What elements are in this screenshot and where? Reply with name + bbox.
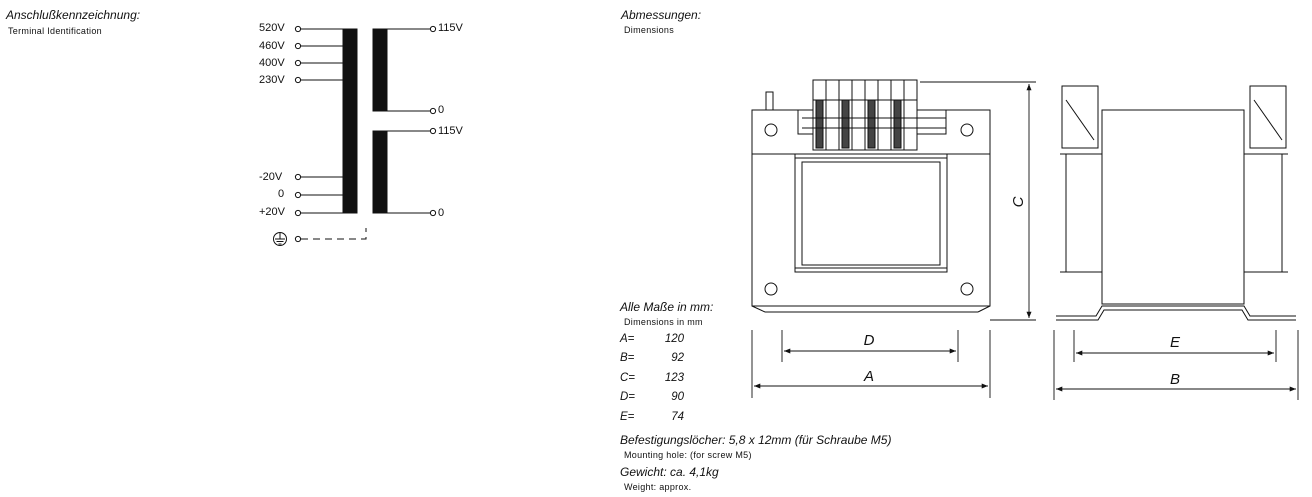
dim-label-b: B <box>1169 371 1181 388</box>
sec1-bottom-label: 0 <box>438 104 445 116</box>
dimensions-title-en: Dimensions <box>624 25 675 35</box>
mounting-en: Mounting hole: (for screw M5) <box>624 450 752 460</box>
tap-label-minus20: -20V <box>259 171 283 183</box>
secondary-winding-2 <box>373 131 387 213</box>
tap-label-400: 400V <box>259 57 285 69</box>
dim-row-c: C= 123 <box>620 372 684 384</box>
secondary-leads <box>387 26 436 215</box>
tap-label-460: 460V <box>259 40 285 52</box>
mounting-de: Befestigungslöcher: 5,8 x 12mm (für Schraube M5) <box>620 433 892 447</box>
dim-row-a: A= 120 <box>620 333 684 345</box>
primary-winding <box>343 29 357 213</box>
side-view <box>1056 86 1296 320</box>
sec2-top-label: 115V <box>438 125 463 137</box>
dim-row-d: D= 90 <box>620 391 684 403</box>
terminal-title-en: Terminal Identification <box>8 26 102 36</box>
terminal-title-de: Anschlußkennzeichnung: <box>6 8 141 22</box>
primary-tap-leads <box>295 26 343 215</box>
earth-icon <box>274 233 287 246</box>
dim-label-a: A <box>863 368 875 385</box>
weight-en: Weight: approx. <box>624 482 692 492</box>
tap-label-plus20: +20V <box>259 206 285 218</box>
front-view <box>752 80 990 312</box>
dim-label-e: E <box>1169 334 1181 351</box>
dimensions-title-de: Abmessungen: <box>621 8 702 22</box>
secondary-winding-1 <box>373 29 387 111</box>
dim-label-d: D <box>863 332 875 349</box>
dim-label-c: C <box>1010 196 1027 208</box>
transformer-schematic <box>274 26 436 245</box>
tap-label-520: 520V <box>259 22 285 34</box>
tap-label-0: 0 <box>278 188 285 200</box>
weight-de: Gewicht: ca. 4,1kg <box>620 465 719 479</box>
dim-row-b: B= 92 <box>620 352 684 364</box>
units-de: Alle Maße in mm: <box>620 300 714 314</box>
sec1-top-label: 115V <box>438 22 463 34</box>
sec2-bottom-label: 0 <box>438 207 445 219</box>
tap-label-230: 230V <box>259 74 285 86</box>
units-en: Dimensions in mm <box>624 317 703 327</box>
dim-row-e: E= 74 <box>620 411 684 423</box>
